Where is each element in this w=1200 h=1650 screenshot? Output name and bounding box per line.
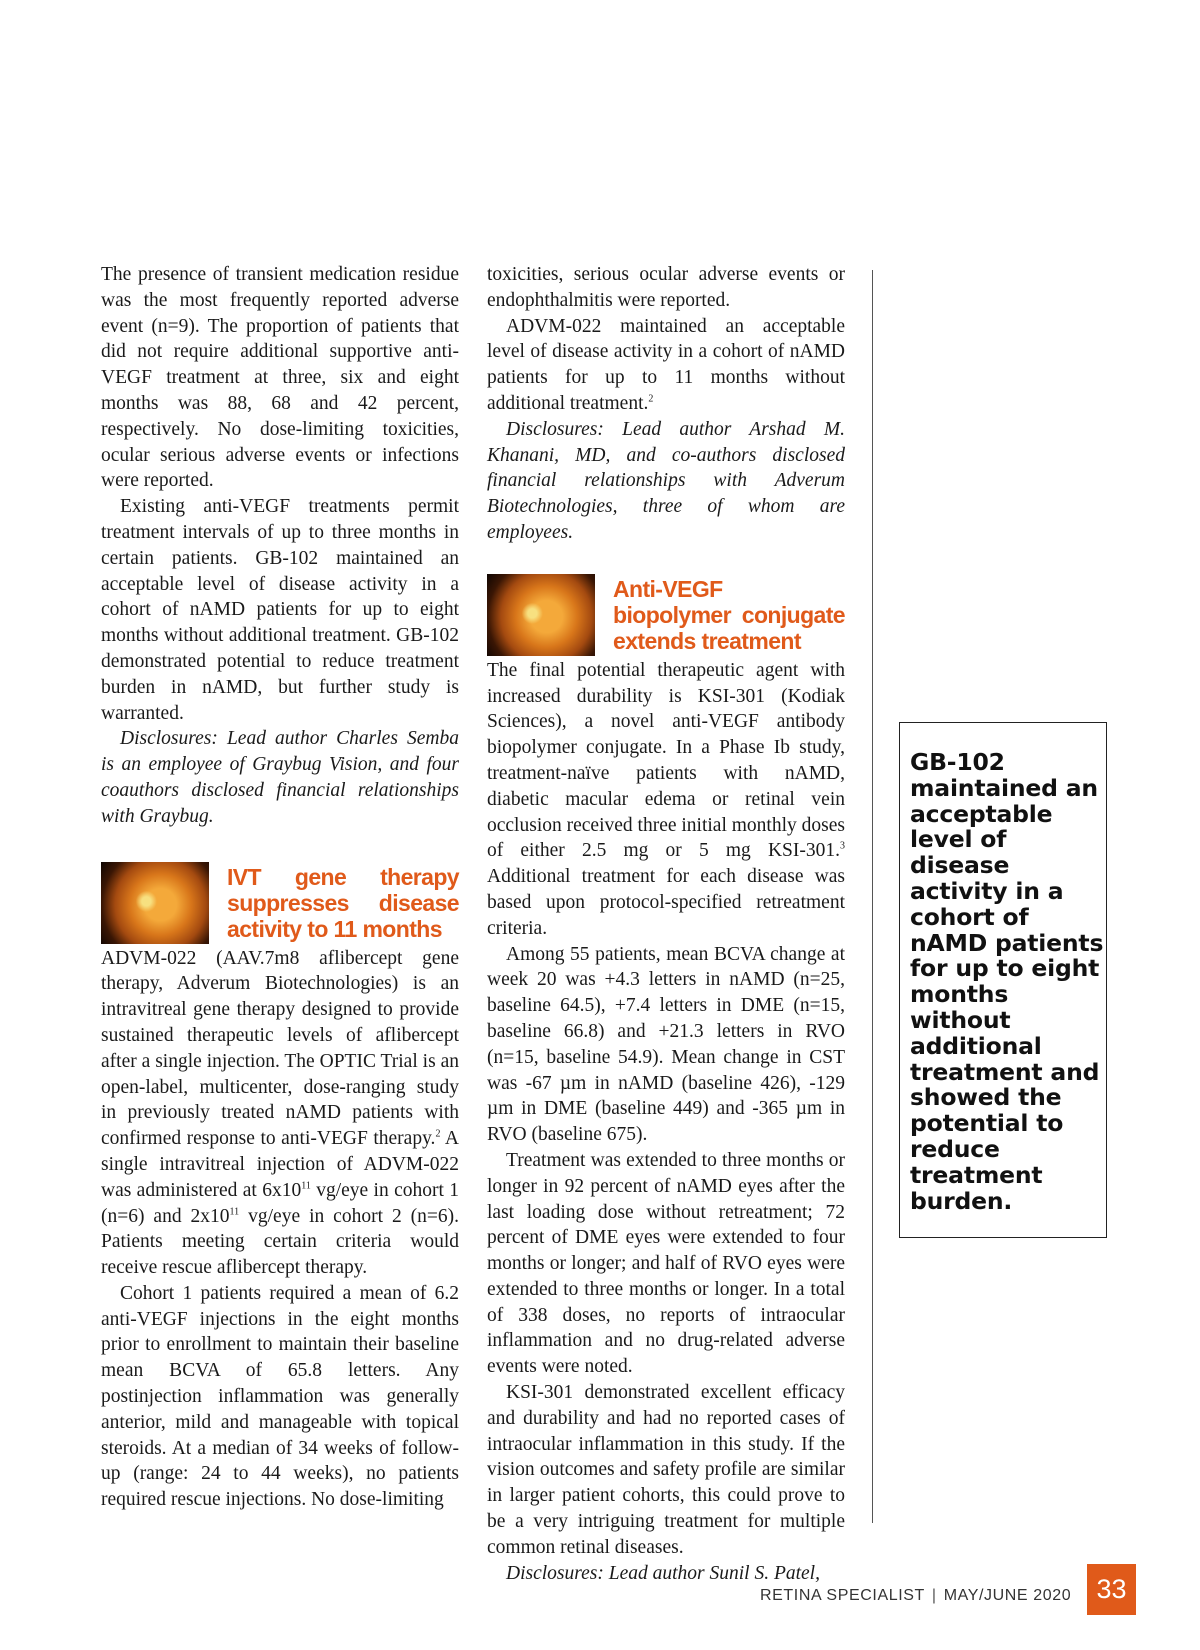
- reference-marker: 2: [435, 1128, 441, 1140]
- exponent: 11: [301, 1180, 311, 1192]
- disclosure-paragraph: Disclosures: Lead author Arshad M. Khanani, MD, and co-authors disclosed financial relationships with Adverum Biotechnologies, three of whom are employees.: [487, 418, 845, 543]
- pull-quote-box: [899, 722, 1107, 1238]
- exponent: 11: [229, 1206, 240, 1217]
- issue-date: MAY/JUNE 2020: [943, 1587, 1072, 1604]
- retina-fundus-image: [487, 574, 595, 656]
- publication-name: RETINA SPECIALIST: [760, 1587, 925, 1604]
- article-column-2: [487, 262, 845, 1586]
- reference-marker: 2: [648, 393, 654, 405]
- section-title: IVT gene therapy suppresses disease activity to 11 months: [227, 863, 459, 942]
- paragraph: toxicities, serious ocular adverse events or endophthalmitis were reported.: [487, 264, 845, 311]
- retina-fundus-image: [101, 862, 209, 944]
- page-footer: [760, 1579, 1071, 1613]
- disclosure-paragraph: Disclosures: Lead author Sunil S. Patel,: [506, 1562, 820, 1584]
- paragraph: ADVM-022 maintained an acceptable level of disease activity in a cohort of nAMD patients for up to 11 months without additional treatment.$^2$: [487, 315, 845, 414]
- reference-marker: 3: [840, 840, 845, 852]
- column-divider: [872, 270, 873, 1523]
- paragraph: Cohort 1 patients required a mean of 6.2 anti-VEGF injections in the eight months prior to enrollment to maintain their baseline mean BCVA of 65.8 letters. Any postinjection inflammation was generally anterior, mild and manageable with topical steroids. At a median of 34 weeks of follow-up (range: 24 to 44 weeks), no patients required rescue injections. No dose-limiting: [101, 1282, 459, 1511]
- paragraph: ADVM-022 (AAV.7m8 aflibercept gene therapy, Adverum Biotechnologies) is an intravitreal gene therapy designed to provide sustained therapeutic levels of aflibercept after a single injection. The OPTIC Trial is an open-label, multicenter, dose-ranging study in previously treated nAMD patients with confirmed response to anti-VEGF therapy.$^2$ A single intravitreal injection of ADVM-022 was administered at $6x10^{11}$ vg/eye in cohort 1 (n=6) and $2x10^{11}$ vg/eye in cohort 2 (n=6). Patients meeting certain criteria would receive rescue aflibercept therapy.: [101, 947, 460, 1279]
- paragraph: Treatment was extended to three months or longer in 92 percent of nAMD eyes after the last loading dose without retreatment; 72 percent of DME eyes were extended to four months or longer; and half of RVO eyes were extended to three months or longer. In a total of 338 doses, no reports of intraocular inflammation and no drug-related adverse events were noted.: [487, 1149, 845, 1378]
- paragraph: The presence of transient medication residue was the most frequently reported adverse event (n=9). The proportion of patients that did not require additional supportive anti-VEGF treatment at three, six and eight months was 88, 68 and 42 percent, respectively. No dose-limiting toxicities, ocular serious adverse events or infections were reported.: [101, 264, 459, 492]
- article-column-1: [101, 262, 459, 1513]
- pull-quote: GB-102 maintained an acceptable level of disease activity in a cohort of nAMD patients for up to eight months without additional treatment and showed the potential to reduce treatment burden.: [910, 748, 1104, 1215]
- section-header: [487, 574, 845, 656]
- paragraph: The final potential therapeutic agent with increased durability is KSI-301 (Kodiak Sciences), a novel anti-VEGF antibody biopolymer conjugate. In a Phase Ib study, treatment-naïve patients with nAMD, diabetic macular edema or retinal vein occlusion received three initial monthly doses of either 2.5 mg or 5 mg KSI-301.$^3$ Additional treatment for each disease was based upon protocol-specified retreatment criteria.: [487, 659, 845, 939]
- paragraph: Among 55 patients, mean BCVA change at week 20 was +4.3 letters in nAMD (n=25, baseline 64.5), +7.4 letters in DME (n=15, baseline 66.8) and +21.3 letters in RVO (n=15, baseline 54.9). Mean change in CST was -67 µm in nAMD (baseline 426), -129 µm in DME (baseline 449) and -365 µm in RVO (baseline 675).: [487, 943, 845, 1146]
- footer-separator: |: [931, 1587, 937, 1604]
- page-number: 33: [1087, 1564, 1136, 1615]
- paragraph: Existing anti-VEGF treatments permit treatment intervals of up to three months in certain patients. GB-102 maintained an acceptable level of disease activity in a cohort of nAMD patients for up to eight months without additional treatment. GB-102 demonstrated potential to reduce treatment burden in nAMD, but further study is warranted.: [101, 496, 459, 724]
- section-title: Anti-VEGF biopolymer conjugate extends treatment: [613, 575, 845, 654]
- paragraph: KSI-301 demonstrated excellent efficacy and durability and had no reported cases of intraocular inflammation in this study. If the vision outcomes and safety profile are similar in larger patient cohorts, this could prove to be a very intriguing treatment for multiple common retinal diseases.: [487, 1382, 845, 1558]
- disclosure-paragraph: Disclosures: Lead author Charles Semba is an employee of Graybug Vision, and four coauthors disclosed financial relationships with Graybug.: [101, 728, 459, 827]
- section-header: [101, 862, 459, 944]
